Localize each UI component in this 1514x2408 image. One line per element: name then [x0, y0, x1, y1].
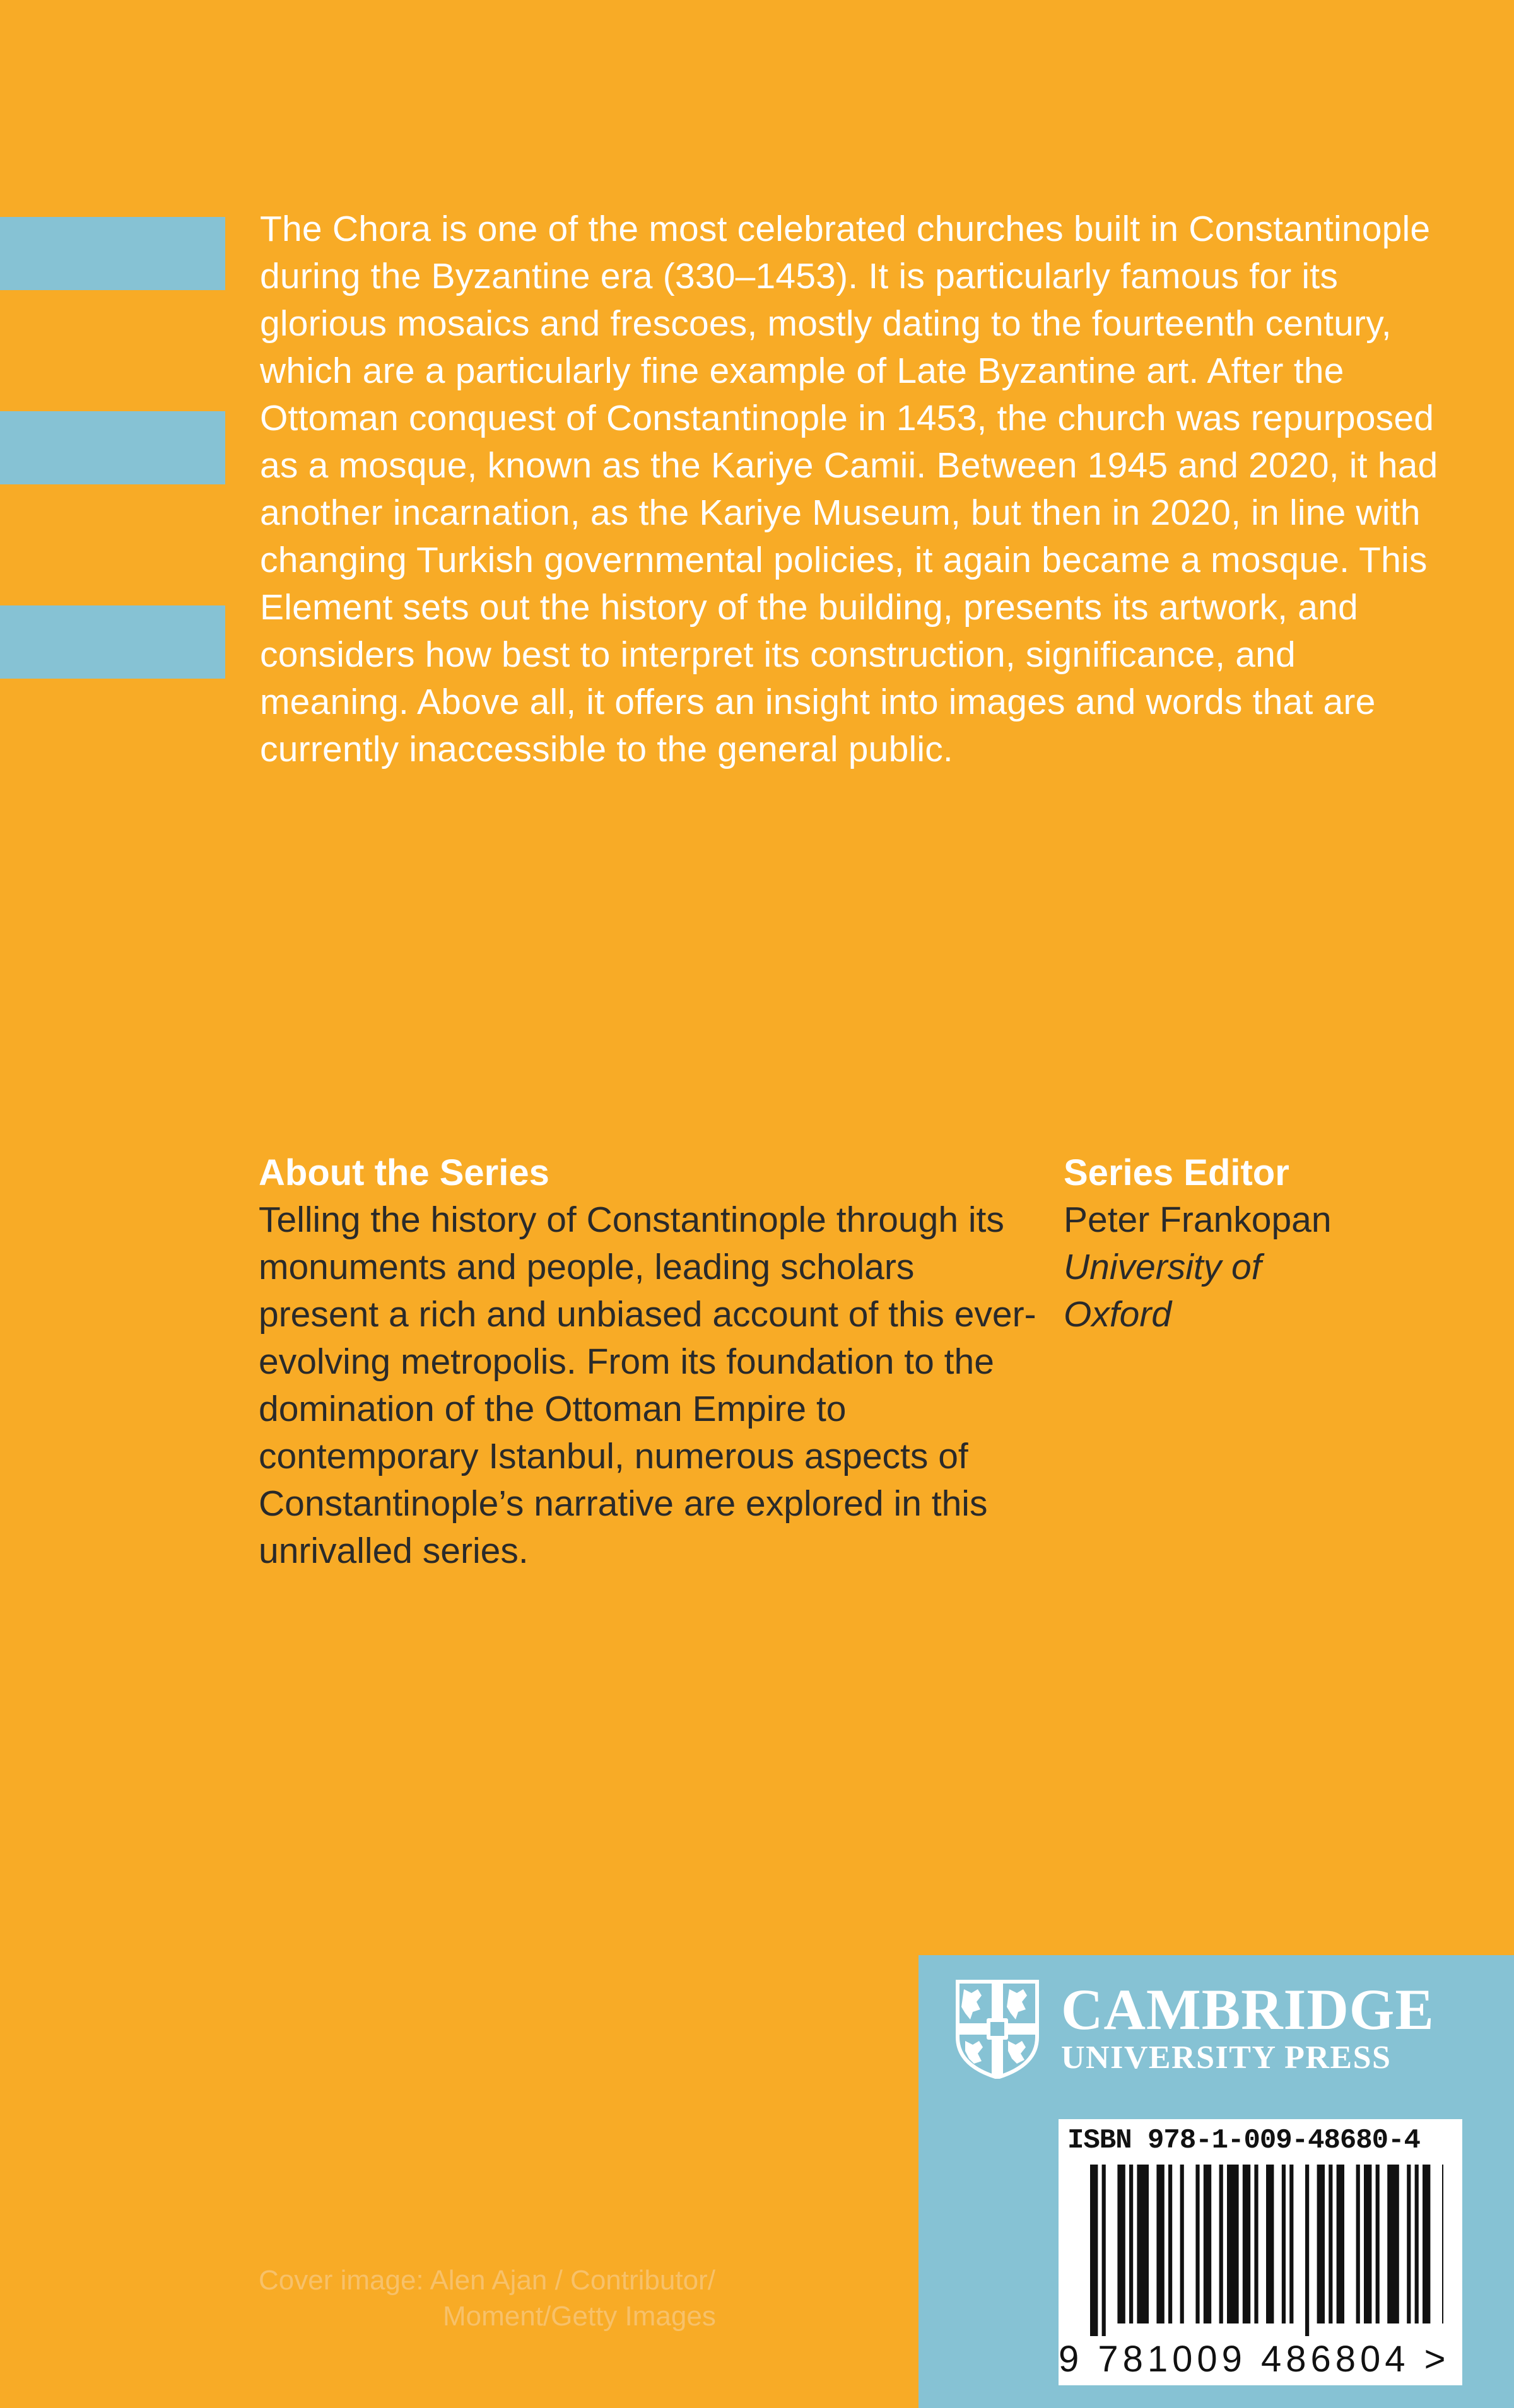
barcode-bar — [1364, 2165, 1371, 2323]
barcode-bar — [1156, 2165, 1164, 2323]
barcode-bar — [1407, 2165, 1411, 2323]
publisher-name-line1: CAMBRIDGE — [1061, 1977, 1435, 2042]
barcode-bar — [1137, 2165, 1149, 2323]
about-series-section — [259, 1149, 1041, 1575]
barcode-bar — [1219, 2165, 1223, 2323]
accent-bar-2 — [0, 411, 225, 484]
barcode-bar — [1266, 2165, 1274, 2323]
isbn-barcode-box — [1059, 2119, 1462, 2385]
barcode-bar — [1423, 2165, 1430, 2323]
barcode-bar — [1305, 2165, 1309, 2336]
barcode-bar — [1180, 2165, 1184, 2323]
cover-credit-line2: Moment/Getty Images — [443, 2301, 716, 2332]
about-series-heading: About the Series — [259, 1152, 549, 1193]
barcode-bars — [1090, 2165, 1443, 2336]
accent-bar-1 — [0, 217, 225, 290]
barcode-bar — [1282, 2165, 1286, 2323]
isbn-label: ISBN 978-1-009-48680-4 — [1067, 2125, 1420, 2156]
barcode-bar — [1168, 2165, 1172, 2323]
barcode-bar — [1337, 2165, 1344, 2323]
cover-image-credit — [259, 2262, 826, 2334]
series-editor-heading: Series Editor — [1064, 1152, 1289, 1193]
series-editor-name: Peter Frankopan — [1064, 1200, 1332, 1240]
barcode-bar — [1102, 2165, 1106, 2336]
barcode-bar — [1254, 2165, 1258, 2323]
barcode-bar — [1415, 2165, 1419, 2323]
barcode-bar — [1317, 2165, 1325, 2323]
barcode-bar — [1442, 2165, 1443, 2323]
series-editor-affiliation-line1: University of — [1064, 1247, 1262, 1287]
barcode-bar — [1376, 2165, 1380, 2323]
cambridge-crest-icon — [955, 1979, 1040, 2079]
barcode-digits: 9 781009 486804 > — [1059, 2339, 1450, 2380]
barcode-bar — [1329, 2165, 1332, 2323]
barcode-bar — [1356, 2165, 1360, 2323]
series-editor-section — [1064, 1149, 1442, 1338]
accent-bar-3 — [0, 605, 225, 679]
cover-credit-line1: Cover image: Alen Ajan / Contributor/ — [259, 2265, 715, 2296]
barcode-bar — [1227, 2165, 1239, 2323]
barcode-bar — [1289, 2165, 1293, 2323]
barcode-bar — [1204, 2165, 1211, 2323]
book-description: The Chora is one of the most celebrated churches built in Constantinople during the Byzantine era (330–1453). It is particularly famous for its glorious mosaics and frescoes, mostly dating to the fourteenth century, which are a particularly fine example of Late Byzantine art. After the Ottoman conquest of Constantinople in 1453, the church was repurposed as a mosque, known as the Kariye Camii. Between 1945 and 2020, it had another incarnation, as the Kariye Museum, but then in 2020, in line with changing Turkish governmental policies, it again became a mosque. This Element sets out the history of the building, presents its artwork, and considers how best to interpret its construction, significance, and meaning. Above all, it offers an insight into images and words that are currently inaccessible to the general public. — [260, 209, 1438, 769]
barcode-bar — [1129, 2165, 1133, 2323]
barcode-bar — [1243, 2165, 1250, 2323]
barcode-bar — [1387, 2165, 1399, 2323]
barcode-bar — [1117, 2165, 1125, 2323]
barcode-bar — [1090, 2165, 1098, 2336]
publisher-panel — [918, 1955, 1514, 2408]
publisher-name — [1061, 1977, 1435, 2078]
barcode — [1065, 2165, 1443, 2336]
about-series-body: Telling the history of Constantinople through its monuments and people, leading scholars present a rich and unbiased account of this ever-evolving metropolis. From its foundation to the domination of the Ottoman Empire to contemporary Istanbul, numerous aspects of Constantinople’s narrative are explored in this unrivalled series. — [259, 1200, 1036, 1571]
barcode-bar — [1195, 2165, 1199, 2323]
publisher-name-line2: UNIVERSITY PRESS — [1061, 2040, 1392, 2076]
series-editor-affiliation-line2: Oxford — [1064, 1294, 1172, 1335]
